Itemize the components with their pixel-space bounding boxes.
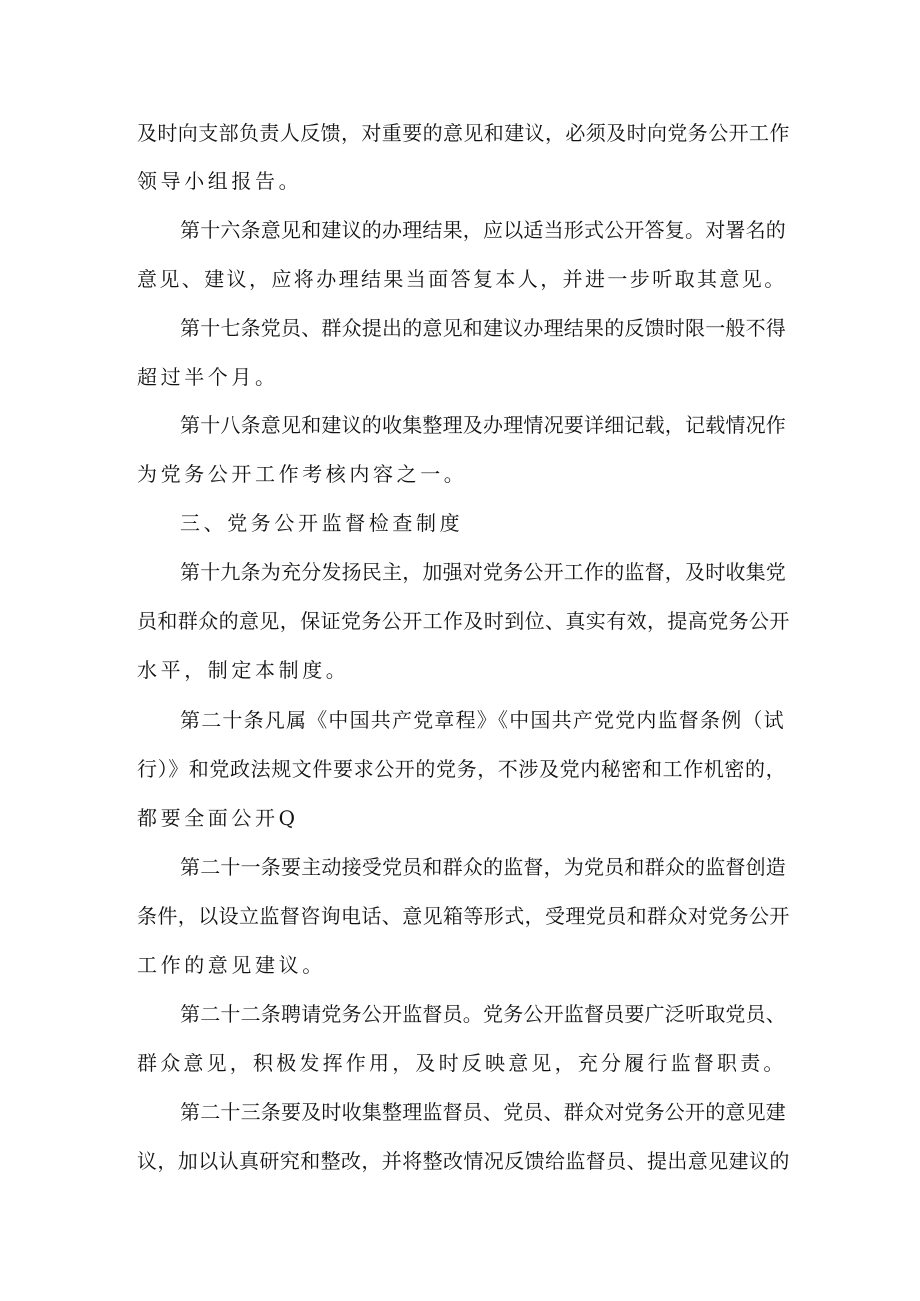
text-line: 第十九条为充分发扬民主，加强对党务公开工作的监督，及时收集党 xyxy=(180,560,786,584)
text-line: 条件，以设立监督咨询电话、意见箱等形式，受理党员和群众对党务公开 xyxy=(137,904,790,928)
text-line: 第二十三条要及时收集整理监督员、党员、群众对党务公开的意见建 xyxy=(180,1100,786,1124)
text-line: 都要全面公开Q xyxy=(137,806,299,830)
text-line: 员和群众的意见，保证党务公开工作及时到位、真实有效，提高党务公开 xyxy=(137,609,790,633)
text-line: 议，加以认真研究和整改，并将整改情况反馈给监督员、提出意见建议的 xyxy=(137,1149,790,1173)
text-line: 第十八条意见和建议的收集整理及办理情况要详细记载，记载情况作 xyxy=(180,413,786,437)
text-line: 工作的意见建议。 xyxy=(137,953,326,977)
text-line: 第十七条党员、群众提出的意见和建议办理结果的反馈时限一般不得 xyxy=(180,316,786,340)
text-line: 群众意见，积极发挥作用，及时反映意见，充分履行监督职责。 xyxy=(137,1051,787,1075)
text-line: 第十六条意见和建议的办理结果，应以适当形式公开答复。对署名的 xyxy=(180,218,786,242)
text-line: 及时向支部负责人反馈，对重要的意见和建议，必须及时向党务公开工作 xyxy=(137,121,790,145)
text-line: 水平，制定本制度。 xyxy=(137,658,350,682)
text-line: 行）》和党政法规文件要求公开的党务，不涉及党内秘密和工作机密的， xyxy=(137,757,787,781)
section-heading: 三、党务公开监督检查制度 xyxy=(180,511,464,535)
text-line: 为党务公开工作考核内容之一。 xyxy=(137,462,468,486)
text-line: 意见、建议，应将办理结果当面答复本人，并进一步听取其意见。 xyxy=(137,267,787,291)
text-line: 第二十二条聘请党务公开监督员。党务公开监督员要广泛听取党员、 xyxy=(180,1002,786,1026)
text-line: 领导小组报告。 xyxy=(137,169,303,193)
text-line: 第二十一条要主动接受党员和群众的监督，为党员和群众的监督创造 xyxy=(180,855,786,879)
text-line: 第二十条凡属《中国共产党章程》《中国共产党党内监督条例（试 xyxy=(180,708,785,732)
text-line: 超过半个月。 xyxy=(137,365,279,389)
